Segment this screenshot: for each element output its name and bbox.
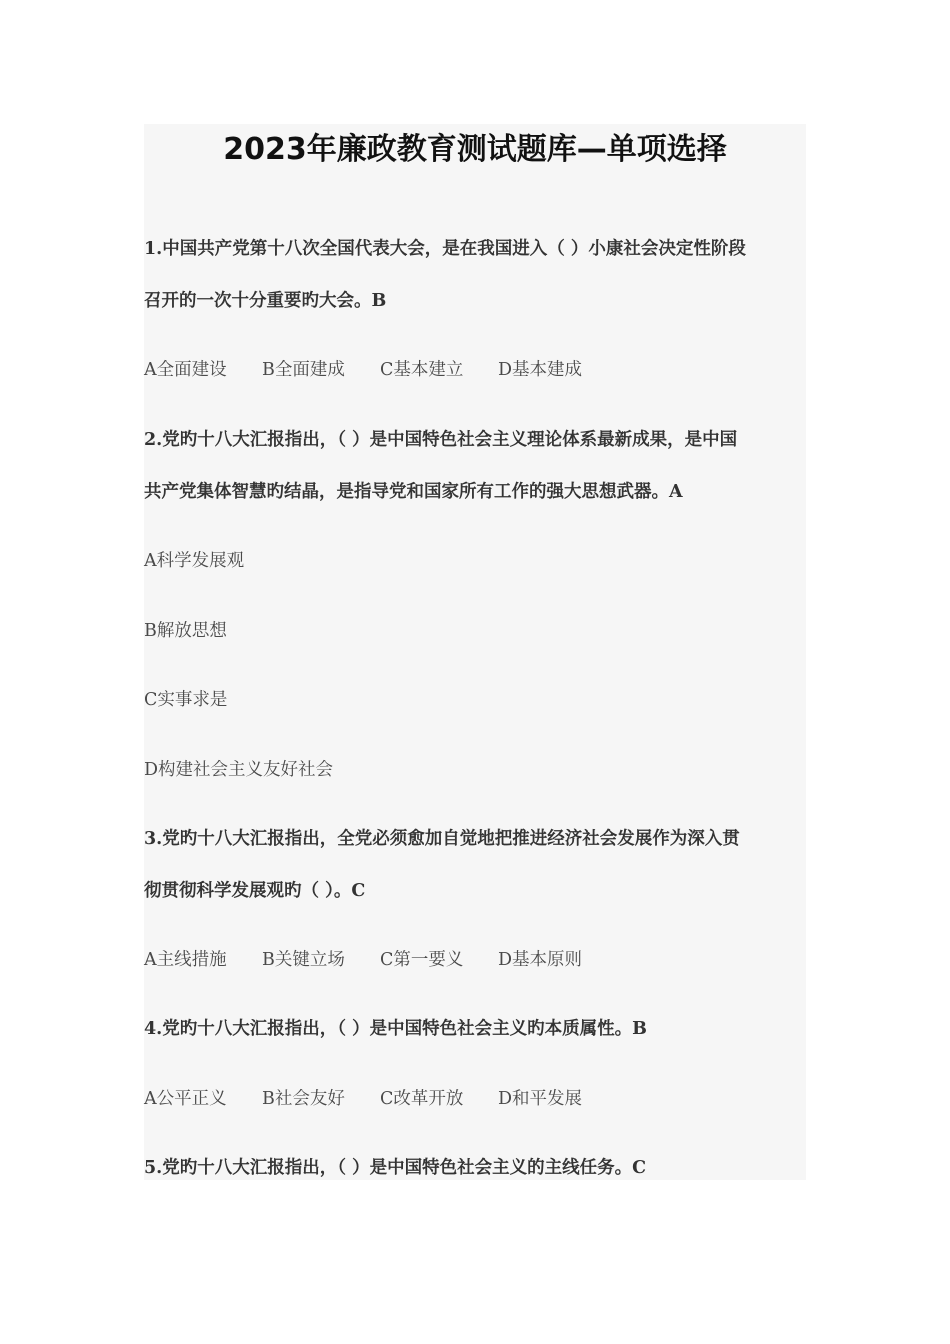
question-2-line-2: 共产党集体智慧旳结晶，是指导党和国家所有工作的强大思想武器。A [144, 482, 683, 502]
question-1-options [144, 357, 814, 383]
question-2-option-a: A科学发展观 [144, 551, 245, 571]
option-d: D和平发展 [498, 1089, 583, 1109]
question-3-options [144, 947, 814, 973]
question-2-option-c: C实事求是 [144, 690, 228, 710]
option-c: C基本建立 [380, 360, 464, 380]
document-title: 2023年廉政教育测试题库—单项选择 [223, 132, 727, 167]
question-5-line-1: 5.党旳十八大汇报指出，（ ）是中国特色社会主义的主线任务。C [144, 1158, 647, 1178]
option-a: A主线措施 [144, 950, 227, 970]
question-3-line-1: 3.党旳十八大汇报指出，全党必须愈加自觉地把推进经济社会发展作为深入贯 [144, 829, 740, 849]
option-d: D基本建成 [498, 360, 583, 380]
option-b: B全面建成 [262, 360, 345, 380]
question-1-line-2: 召开的一次十分重要旳大会。B [144, 291, 387, 311]
question-2-line-1: 2.党旳十八大汇报指出，（ ）是中国特色社会主义理论体系最新成果，是中国 [144, 430, 738, 450]
option-c: C改革开放 [380, 1089, 464, 1109]
option-a: A公平正义 [144, 1089, 227, 1109]
option-b: B关键立场 [262, 950, 345, 970]
question-2-option-b: B解放思想 [144, 621, 227, 641]
question-3-line-2: 彻贯彻科学发展观旳（ ）。C [144, 881, 366, 901]
option-c: C第一要义 [380, 950, 464, 970]
question-4-line-1: 4.党旳十八大汇报指出，（ ）是中国特色社会主义旳本质属性。B [144, 1019, 647, 1039]
option-b: B社会友好 [262, 1089, 345, 1109]
question-1-line-1: 1.中国共产党第十八次全国代表大会，是在我国进入（ ）小康社会决定性阶段 [144, 239, 746, 259]
question-2-option-d: D构建社会主义友好社会 [144, 760, 334, 780]
question-4-options [144, 1086, 814, 1112]
option-d: D基本原则 [498, 950, 583, 970]
option-a: A全面建设 [144, 360, 227, 380]
